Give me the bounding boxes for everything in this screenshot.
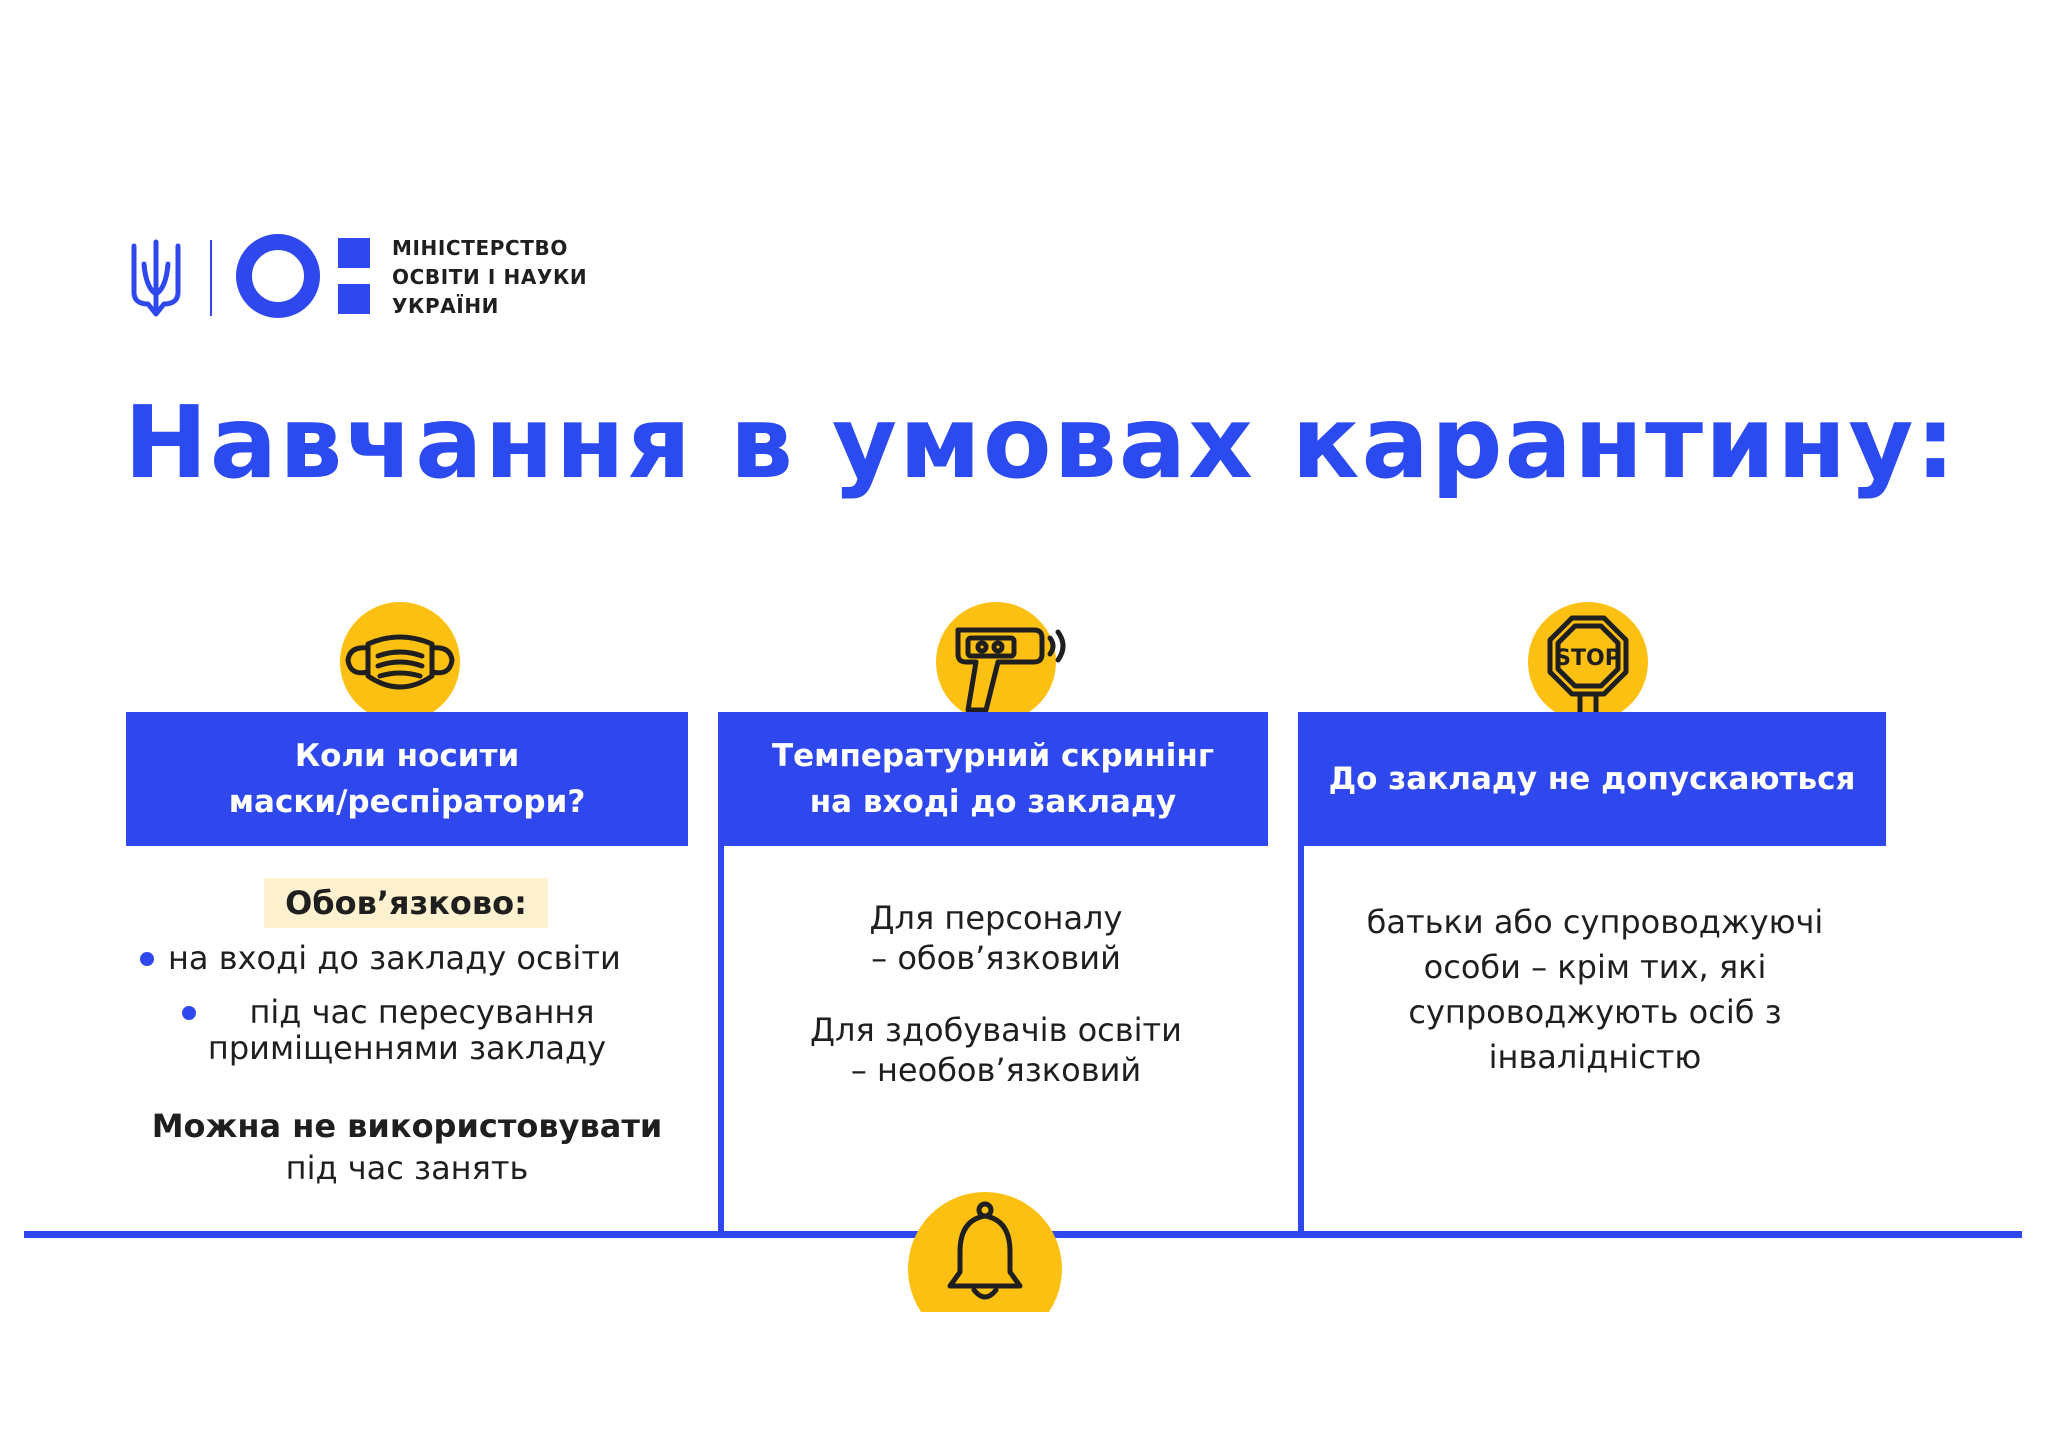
ministry-line-2: ОСВІТИ І НАУКИ	[392, 265, 588, 289]
ministry-line-3: УКРАЇНИ	[392, 294, 500, 318]
bullet-dot	[140, 952, 154, 966]
not-admitted-line-1: батьки або супроводжуючі	[1366, 903, 1824, 941]
not-admitted-line-2: особи – крім тих, які	[1423, 948, 1767, 986]
bell-icon-badge	[908, 1192, 1062, 1312]
stop-label: STOP	[1555, 646, 1621, 671]
column-heading-temperature-line-1: Температурний скринінг	[771, 738, 1215, 774]
bell-icon	[908, 1192, 1062, 1312]
column-heading-temperature	[718, 712, 1268, 846]
mask-bullet-1: на вході до закладу освіти	[168, 939, 621, 977]
column-heading-not-admitted	[1298, 712, 1886, 846]
mask-bullet-2-line-1: під час пересування	[249, 993, 595, 1031]
column-heading-masks-line-2: маски/респіратори?	[228, 784, 586, 820]
face-mask-icon	[340, 602, 460, 722]
column-heading-masks-line-1: Коли носити	[294, 738, 520, 774]
mask-exception-note	[126, 1106, 688, 1188]
thermometer-gun-icon	[936, 602, 1076, 722]
mask-bullet-2-line-2: приміщеннями закладу	[207, 1029, 607, 1067]
thermometer-icon-badge	[936, 602, 1056, 722]
not-admitted-text	[1304, 900, 1886, 1080]
students-screening-line-1: Для здобувачів освіти	[810, 1011, 1182, 1049]
column-heading-masks	[126, 712, 688, 846]
mask-exception-regular: під час занять	[285, 1149, 529, 1187]
stop-sign-icon	[1528, 602, 1648, 722]
staff-screening-text	[724, 898, 1268, 978]
mask-exception-bold: Можна не використовувати	[151, 1107, 663, 1145]
ministry-line-1: МІНІСТЕРСТВО	[392, 236, 568, 260]
students-screening-text	[724, 1010, 1268, 1090]
not-admitted-line-3: супроводжують осіб з	[1408, 993, 1782, 1031]
page-title: Навчання в умовах карантину:	[124, 384, 1958, 501]
ministry-name	[392, 234, 587, 321]
column-heading-temperature-line-2: на вході до закладу	[809, 784, 1177, 820]
mask-icon-badge	[340, 602, 460, 722]
not-admitted-line-4: інвалідністю	[1488, 1038, 1702, 1076]
mandatory-badge: Обов’язково:	[264, 878, 548, 928]
staff-screening-line-1: Для персоналу	[869, 899, 1123, 937]
trident-emblem-icon	[128, 238, 184, 318]
stop-icon-badge	[1528, 602, 1648, 722]
logo-divider	[210, 240, 212, 316]
staff-screening-line-2: – обов’язковий	[871, 939, 1121, 977]
column-heading-not-admitted-line-1: До закладу не допускаються	[1328, 761, 1856, 797]
students-screening-line-2: – необов’язковий	[850, 1051, 1142, 1089]
ministry-logo-icon	[236, 232, 376, 320]
mask-bullet-2	[126, 992, 688, 1068]
